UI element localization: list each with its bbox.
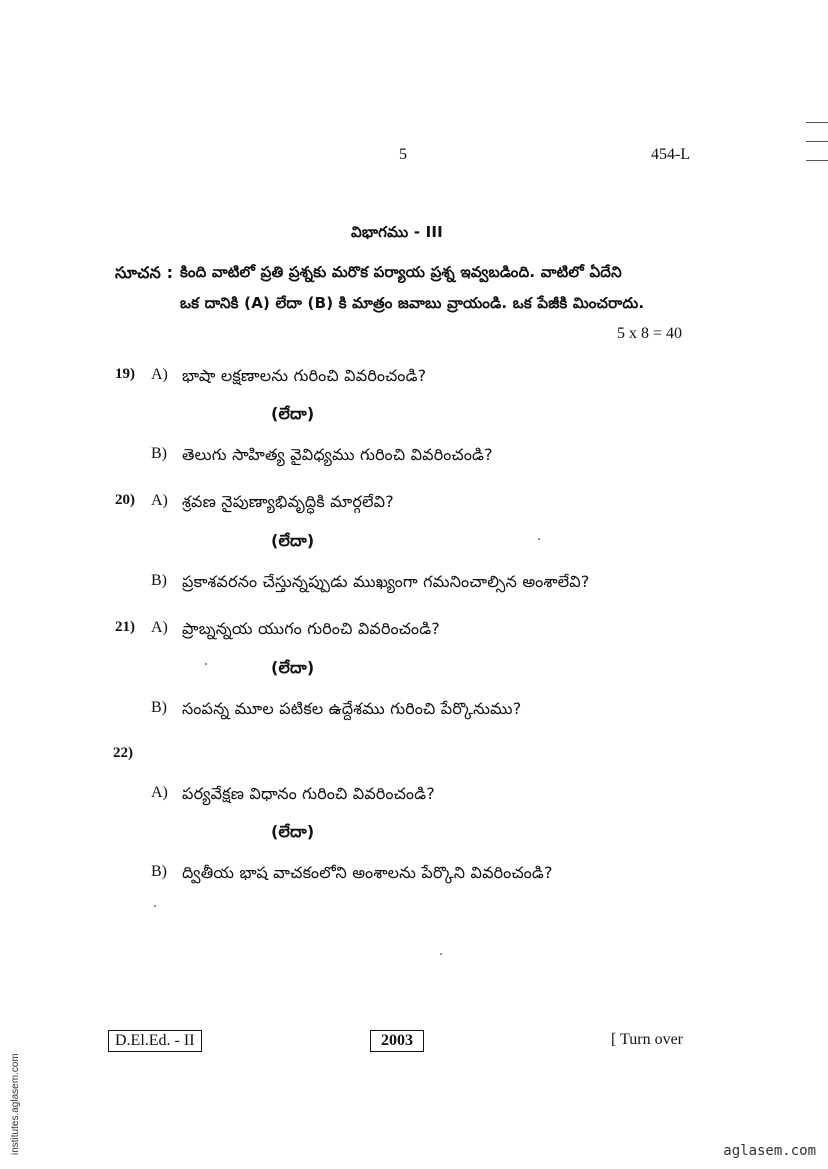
question-number: 20) xyxy=(115,492,135,508)
marks-formula: 5 x 8 = 40 xyxy=(617,325,683,342)
instruction-label: సూచన : xyxy=(115,263,174,282)
page-number: 5 xyxy=(399,146,407,163)
option-a-text: శ్రవణ నైపుణ్యాభివృద్ధికి మార్గలేవి? xyxy=(182,492,394,511)
option-a-label: A) xyxy=(151,492,168,509)
instruction-line-2: ఒక దానికి (A) లేదా (B) కి మాత్రం జవాబు వ్రాయండి. ఒక పేజీకి మించరాదు. xyxy=(180,294,645,312)
option-a-label: A) xyxy=(151,784,168,801)
option-b-text: తెలుగు సాహిత్య వైవిధ్యము గురించి వివరించండి? xyxy=(182,445,493,464)
option-a-text: పర్యవేక్షణ విధానం గురించి వివరించండి? xyxy=(182,784,435,803)
or-text: (లేదా) xyxy=(271,658,315,677)
scan-mark xyxy=(806,160,828,161)
section-title: విభాగము - III xyxy=(351,223,443,241)
code-box: 2003 xyxy=(370,1030,424,1052)
question-number: 19) xyxy=(115,366,135,382)
instruction-line-1: కింది వాటిలో ప్రతి ప్రశ్నకు మరొక పర్యాయ ప్రశ్న ఇవ్వబడింది. వాటిలో ఏదేని xyxy=(180,263,622,281)
course-box: D.El.Ed. - II xyxy=(108,1030,202,1052)
option-b-label: B) xyxy=(151,699,167,716)
option-a-text: ప్రాబ్నన్నయ యుగం గురించి వివరించండి? xyxy=(182,619,440,638)
corner-watermark: aglasem.com xyxy=(723,1143,816,1159)
option-b-text: సంపన్న మూల పటికల ఉద్దేశము గురించి పేర్కొనుము? xyxy=(182,699,522,718)
option-b-text: ద్వితీయ భాష వాచకంలోని అంశాలను పేర్కొని వివరించండి? xyxy=(182,863,553,882)
option-b-label: B) xyxy=(151,572,167,589)
scan-mark xyxy=(806,122,828,123)
or-text: (లేదా) xyxy=(271,822,315,841)
scan-speck xyxy=(538,538,540,540)
side-watermark: institutes.aglasem.com xyxy=(10,1053,21,1155)
scan-speck xyxy=(154,905,156,907)
question-number: 21) xyxy=(115,619,135,635)
paper-code: 454-L xyxy=(651,146,691,163)
option-a-label: A) xyxy=(151,366,168,383)
scan-speck xyxy=(440,953,442,955)
turn-over: [ Turn over xyxy=(611,1031,684,1048)
or-text: (లేదా) xyxy=(271,531,315,550)
option-b-label: B) xyxy=(151,445,167,462)
or-text: (లేదా) xyxy=(271,404,315,423)
option-b-text: ప్రకాశవరనం చేస్తున్నప్పుడు ముఖ్యంగా గమనించాల్సిన అంశాలేవి? xyxy=(182,572,590,591)
scan-mark xyxy=(806,141,828,142)
question-number: 22) xyxy=(113,745,133,761)
option-a-text: భాషా లక్షణాలను గురించి వివరించండి? xyxy=(182,366,427,385)
option-a-label: A) xyxy=(151,619,168,636)
scan-speck xyxy=(205,663,207,665)
option-b-label: B) xyxy=(151,863,167,880)
